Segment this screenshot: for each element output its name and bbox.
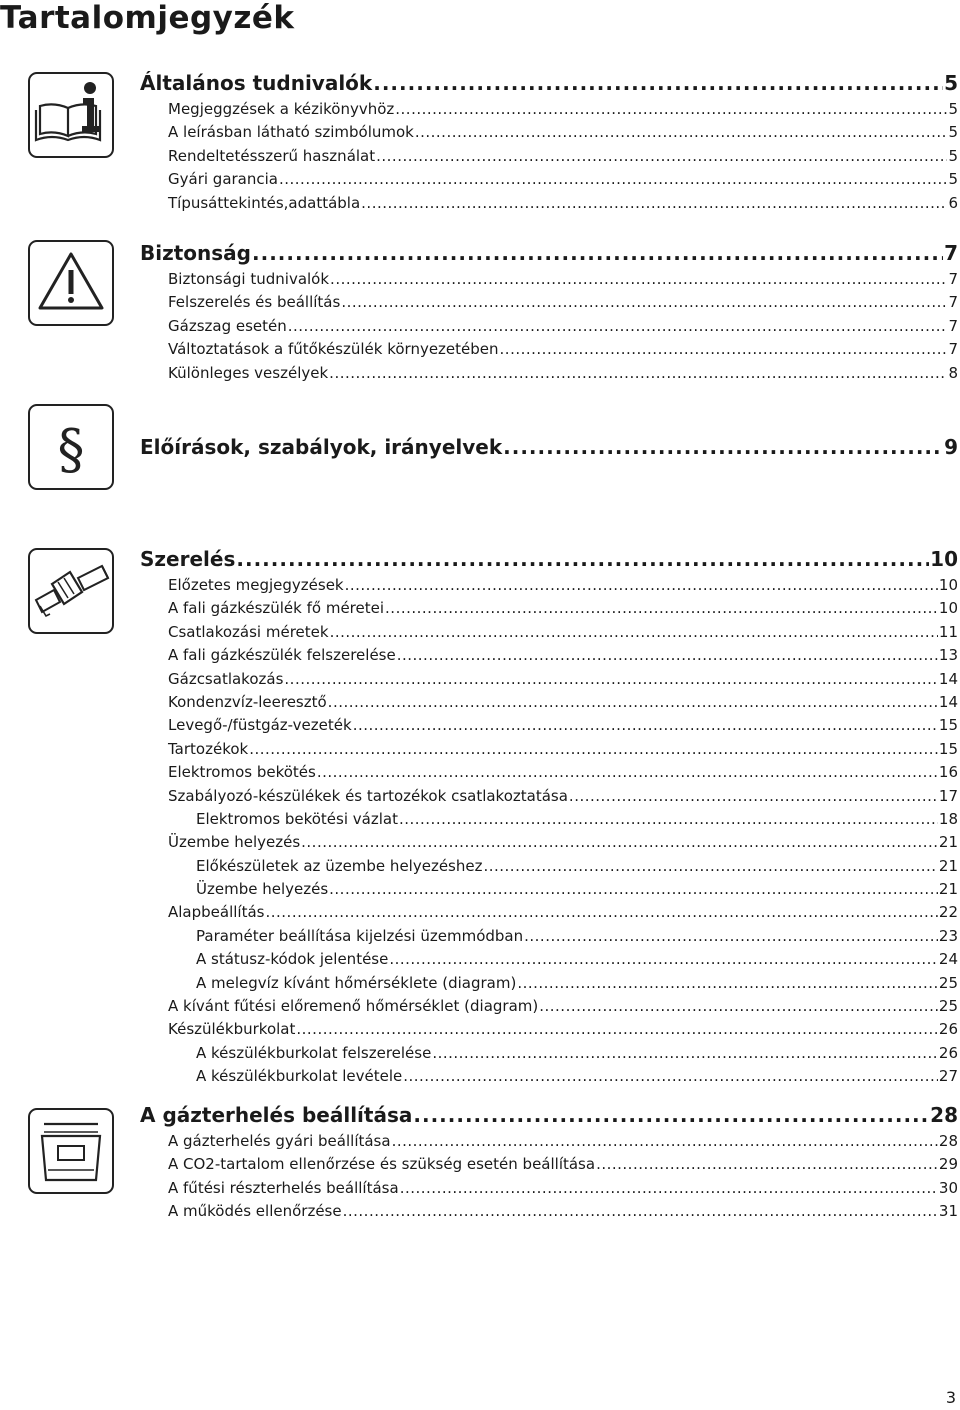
toc-entry-page: 18 xyxy=(938,809,958,828)
toc-entry[interactable] xyxy=(140,268,958,291)
toc-entry-page: 30 xyxy=(938,1178,958,1197)
toc-entry-page: 25 xyxy=(938,973,958,992)
toc-heading-label: Előírások, szabályok, irányelvek xyxy=(140,435,503,459)
toc-entry-label: Előkészületek az üzembe helyezéshez xyxy=(196,856,483,875)
toc-entry-label: A készülékburkolat levétele xyxy=(196,1067,403,1086)
toc-entry-page: 5 xyxy=(948,100,958,118)
dot-leader xyxy=(330,621,938,644)
dot-leader xyxy=(385,597,938,620)
toc-subentry[interactable] xyxy=(140,948,958,971)
dot-leader xyxy=(400,1177,938,1200)
toc-entry-page: 29 xyxy=(938,1155,958,1174)
toc-entry[interactable] xyxy=(140,597,958,620)
toc-entry-label: A fali gázkészülék fő méretei xyxy=(168,599,385,618)
toc-entry-page: 16 xyxy=(938,763,958,782)
toc-entry-page: 15 xyxy=(938,739,958,758)
toc-entry-label: Típusáttekintés,adattábla xyxy=(168,193,361,212)
toc-subentry[interactable] xyxy=(140,1042,958,1065)
dot-leader xyxy=(415,121,948,144)
toc-entry-label: Biztonsági tudnivalók xyxy=(168,270,330,288)
toc-entry-label: Szabályozó-készülékek és tartozékok csatlakoztatása xyxy=(168,786,568,805)
toc-entry-page: 28 xyxy=(938,1132,958,1150)
toc-entry-label: Tartozékok xyxy=(168,739,249,758)
toc-entry[interactable] xyxy=(140,761,958,784)
toc-heading-label: A gázterhelés beállítása xyxy=(140,1103,413,1127)
toc-entry-page: 5 xyxy=(948,170,958,189)
dot-leader xyxy=(503,432,943,462)
toc-entry-page: 27 xyxy=(938,1067,958,1086)
toc-entry-label: Üzembe helyezés xyxy=(168,833,301,852)
toc-entry[interactable] xyxy=(140,168,958,191)
toc-entry-label: Elektromos bekötés xyxy=(168,763,316,782)
toc-entry-page: 6 xyxy=(948,193,958,212)
toc-entry-label: Üzembe helyezés xyxy=(196,880,329,899)
dot-leader xyxy=(265,901,937,924)
dot-leader xyxy=(329,878,938,901)
toc-heading[interactable] xyxy=(140,432,958,462)
dot-leader xyxy=(317,761,938,784)
toc-entry-page: 14 xyxy=(938,692,958,711)
toc-entry[interactable] xyxy=(140,831,958,854)
dot-leader xyxy=(500,338,948,361)
toc-entry-page: 5 xyxy=(948,123,958,142)
toc-entry[interactable] xyxy=(140,644,958,667)
dot-leader xyxy=(413,1100,929,1130)
toc-entry-page: 10 xyxy=(938,599,958,618)
toc-entry[interactable] xyxy=(140,362,958,385)
dot-leader xyxy=(284,668,938,691)
dot-leader xyxy=(392,1130,938,1153)
toc-heading-page: 5 xyxy=(944,71,958,95)
toc-entry-label: Változtatások a fűtőkészülék környezetében xyxy=(168,340,499,359)
toc-heading-label: Biztonság xyxy=(140,241,251,265)
toc-subentry[interactable] xyxy=(140,972,958,995)
dot-leader xyxy=(288,315,948,338)
toc-entry-page: 31 xyxy=(938,1202,958,1221)
toc-entry-label: Paraméter beállítása kijelzési üzemmódban xyxy=(196,926,524,945)
dot-leader xyxy=(524,925,938,948)
toc-entry-page: 7 xyxy=(948,316,958,335)
toc-entry[interactable] xyxy=(140,1153,958,1176)
dot-leader xyxy=(399,808,938,831)
toc-entry-label: A státusz-kódok jelentése xyxy=(196,950,389,969)
toc-entry-page: 7 xyxy=(948,293,958,312)
toc-entry[interactable] xyxy=(140,691,958,714)
dot-leader xyxy=(343,1200,938,1223)
toc-entry-page: 15 xyxy=(938,716,958,735)
toc-entry[interactable] xyxy=(140,1177,958,1200)
toc-subentry[interactable] xyxy=(140,855,958,878)
toc-entry-label: Levegő-/füstgáz-vezeték xyxy=(168,716,352,735)
toc-entry[interactable] xyxy=(140,145,958,168)
paragraph-icon xyxy=(28,404,114,490)
toc-entry-page: 7 xyxy=(948,340,958,359)
toc-subentry[interactable] xyxy=(140,1065,958,1088)
boiler-unit-icon xyxy=(28,1108,114,1194)
dot-leader xyxy=(329,362,947,385)
toc-heading-page: 9 xyxy=(944,435,958,459)
toc-entry-page: 21 xyxy=(938,856,958,875)
svg-text:§: § xyxy=(57,418,85,481)
toc-heading[interactable] xyxy=(140,1100,958,1130)
toc-entry-label: Készülékburkolat xyxy=(168,1020,296,1039)
toc-entry[interactable] xyxy=(140,995,958,1018)
dot-leader xyxy=(376,145,947,168)
toc-entry-label: A melegvíz kívánt hőmérséklete (diagram) xyxy=(196,973,517,992)
info-book-icon xyxy=(28,72,114,158)
dot-leader xyxy=(328,691,938,714)
toc-entry-label: Különleges veszélyek xyxy=(168,363,329,382)
toc-heading-label: Általános tudnivalók xyxy=(140,71,373,95)
toc-entry[interactable] xyxy=(140,291,958,314)
toc-heading-page: 7 xyxy=(944,241,958,265)
toc-heading[interactable] xyxy=(140,68,958,98)
dot-leader xyxy=(361,192,947,215)
toc-entry-page: 5 xyxy=(948,146,958,165)
toc-entry-page: 24 xyxy=(938,950,958,969)
toc-entry-page: 17 xyxy=(938,786,958,805)
dot-leader xyxy=(483,855,937,878)
toc-entry-page: 23 xyxy=(938,926,958,945)
toc-entry-label: Rendeltetésszerű használat xyxy=(168,146,376,165)
toc-entry-label: A gázterhelés gyári beállítása xyxy=(168,1132,391,1150)
toc-entry[interactable] xyxy=(140,1200,958,1223)
pipe-fitting-icon xyxy=(28,548,114,634)
toc-entry-page: 26 xyxy=(938,1043,958,1062)
toc-entry[interactable] xyxy=(140,1130,958,1153)
toc-entry-page: 7 xyxy=(948,270,958,288)
dot-leader xyxy=(539,995,938,1018)
toc-entry-page: 13 xyxy=(938,646,958,665)
toc-entry[interactable] xyxy=(140,621,958,644)
toc-entry[interactable] xyxy=(140,785,958,808)
dot-leader xyxy=(397,644,938,667)
toc-entry-page: 8 xyxy=(948,363,958,382)
dot-leader xyxy=(341,291,947,314)
toc-entry-page: 25 xyxy=(938,997,958,1016)
toc-entry-label: A működés ellenőrzése xyxy=(168,1202,342,1221)
dot-leader xyxy=(236,544,929,574)
toc-entry-page: 21 xyxy=(938,880,958,899)
toc-entry-label: Megjeggzések a kézikönyvhöz xyxy=(168,100,395,118)
dot-leader xyxy=(373,68,943,98)
page-number: 3 xyxy=(945,1388,956,1407)
toc-heading[interactable] xyxy=(140,544,958,574)
dot-leader xyxy=(517,972,938,995)
dot-leader xyxy=(389,948,938,971)
toc-entry-label: Gázszag esetén xyxy=(168,316,287,335)
dot-leader xyxy=(395,98,947,121)
toc-entry-page: 21 xyxy=(938,833,958,852)
dot-leader xyxy=(345,574,938,597)
toc-entry-label: Gázcsatlakozás xyxy=(168,669,284,688)
toc-entry-page: 26 xyxy=(938,1020,958,1039)
toc-subentry[interactable] xyxy=(140,808,958,831)
toc-entry-page: 14 xyxy=(938,669,958,688)
dot-leader xyxy=(569,785,938,808)
dot-leader xyxy=(596,1153,938,1176)
toc-entry-page: 10 xyxy=(938,576,958,594)
toc-entry[interactable] xyxy=(140,738,958,761)
toc-entry-label: A leírásban látható szimbólumok xyxy=(168,123,414,142)
toc-entry[interactable] xyxy=(140,714,958,737)
toc-entry-page: 11 xyxy=(938,622,958,641)
toc-entry-label: Előzetes megjegyzések xyxy=(168,576,344,594)
warning-triangle-icon xyxy=(28,240,114,326)
toc-heading-label: Szerelés xyxy=(140,547,236,571)
dot-leader xyxy=(403,1065,938,1088)
toc-subentry[interactable] xyxy=(140,925,958,948)
dot-leader xyxy=(301,831,938,854)
toc-entry-label: Gyári garancia xyxy=(168,170,278,189)
dot-leader xyxy=(330,268,947,291)
toc-entry[interactable] xyxy=(140,315,958,338)
toc-entry[interactable] xyxy=(140,192,958,215)
toc-entry-label: A kívánt fűtési előremenő hőmérséklet (diagram) xyxy=(168,997,539,1016)
toc-entry-label: Elektromos bekötési vázlat xyxy=(196,809,398,828)
toc-entry-label: A fűtési részterhelés beállítása xyxy=(168,1178,399,1197)
toc-heading-page: 10 xyxy=(930,547,958,571)
toc-entry[interactable] xyxy=(140,121,958,144)
dot-leader xyxy=(432,1042,938,1065)
toc-entry-label: A fali gázkészülék felszerelése xyxy=(168,646,396,665)
dot-leader xyxy=(249,738,938,761)
toc-entry-label: A CO2-tartalom ellenőrzése és szükség esetén beállítása xyxy=(168,1155,596,1174)
toc-entry-label: Csatlakozási méretek xyxy=(168,622,329,641)
toc-entry[interactable] xyxy=(140,98,958,121)
dot-leader xyxy=(353,714,938,737)
toc-heading[interactable] xyxy=(140,238,958,268)
toc-entry[interactable] xyxy=(140,338,958,361)
toc-entry[interactable] xyxy=(140,901,958,924)
toc-entry[interactable] xyxy=(140,1018,958,1041)
toc-subentry[interactable] xyxy=(140,878,958,901)
toc-entry-label: Alapbeállítás xyxy=(168,903,265,922)
dot-leader xyxy=(296,1018,938,1041)
toc-entry[interactable] xyxy=(140,668,958,691)
toc-entry[interactable] xyxy=(140,574,958,597)
dot-leader xyxy=(279,168,947,191)
dot-leader xyxy=(252,238,943,268)
toc-entry-label: Felszerelés és beállítás xyxy=(168,293,341,312)
toc-entry-label: A készülékburkolat felszerelése xyxy=(196,1043,432,1062)
page-title: Tartalomjegyzék xyxy=(0,0,295,36)
toc-entry-page: 22 xyxy=(938,903,958,922)
toc-heading-page: 28 xyxy=(930,1103,958,1127)
toc-entry-label: Kondenzvíz-leeresztő xyxy=(168,692,327,711)
